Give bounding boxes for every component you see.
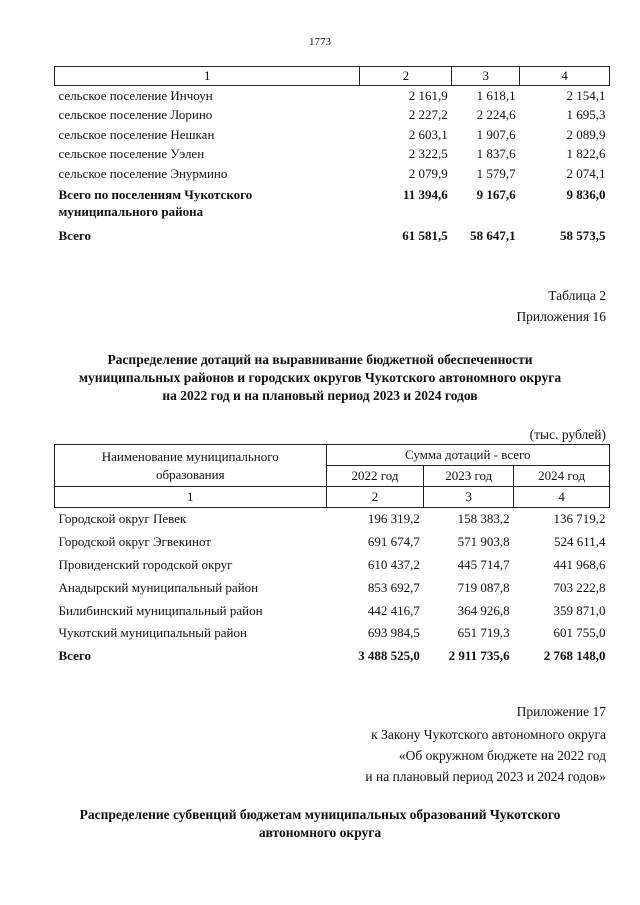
row-value: 2 089,9 bbox=[566, 126, 606, 142]
row-name: сельское поселение Лорино bbox=[58, 107, 213, 123]
table-row bbox=[55, 554, 610, 577]
total-value: 3 488 525,0 bbox=[358, 647, 420, 663]
row-name: Анадырский муниципальный район bbox=[58, 579, 259, 595]
appendix-line: «Об окружном бюджете на 2022 год bbox=[398, 748, 606, 763]
units-label: (тыс. рублей) bbox=[529, 427, 606, 442]
row-value: 196 319,2 bbox=[367, 511, 420, 527]
subtotal-name-line: муниципального района bbox=[58, 203, 204, 219]
page-number: 1773 bbox=[309, 36, 331, 48]
column-group-header: Сумма дотаций - всего bbox=[326, 445, 609, 466]
row-value: 2 603,1 bbox=[408, 126, 448, 142]
row-value: 2 322,5 bbox=[408, 146, 448, 162]
table-row bbox=[55, 622, 610, 645]
appendix-line: Приложение 17 bbox=[516, 704, 606, 719]
title-line: Распределение дотаций на выравнивание бюджетной обеспеченности bbox=[107, 352, 533, 367]
table-row bbox=[55, 576, 610, 599]
total-name: Всего bbox=[58, 647, 91, 663]
year-header: 2023 год bbox=[424, 466, 514, 487]
row-value: 1 837,6 bbox=[476, 146, 516, 162]
header-line: образования bbox=[155, 466, 225, 482]
row-value: 601 755,0 bbox=[553, 625, 606, 641]
row-value: 693 984,5 bbox=[367, 625, 420, 641]
row-value: 2 227,2 bbox=[408, 107, 448, 123]
table-row bbox=[55, 164, 610, 184]
row-value: 1 907,6 bbox=[476, 126, 516, 142]
header-cell: 3 bbox=[452, 67, 520, 86]
total-value: 2 768 148,0 bbox=[543, 647, 606, 663]
row-value: 703 222,8 bbox=[553, 579, 606, 595]
numbering-row bbox=[55, 487, 610, 508]
row-value: 1 695,3 bbox=[566, 107, 606, 123]
row-value: 853 692,7 bbox=[367, 579, 420, 595]
row-value: 158 383,2 bbox=[457, 511, 510, 527]
appendix-17-header bbox=[365, 701, 606, 787]
caption-line: Приложения 16 bbox=[516, 309, 606, 324]
row-value: 571 903,8 bbox=[457, 534, 510, 550]
year-header: 2022 год bbox=[326, 466, 424, 487]
subtotal-value: 9 167,6 bbox=[476, 186, 516, 202]
numbering-cell: 3 bbox=[424, 487, 514, 508]
row-value: 1 822,6 bbox=[566, 146, 606, 162]
row-name: Билибинский муниципальный район bbox=[58, 602, 263, 618]
numbering-cell: 4 bbox=[514, 487, 610, 508]
row-value: 441 968,6 bbox=[553, 556, 606, 572]
header-line: Наименование муниципального bbox=[101, 448, 279, 464]
row-value: 2 224,6 bbox=[476, 107, 516, 123]
subsidies-table bbox=[54, 444, 610, 667]
row-value: 359 871,0 bbox=[553, 602, 606, 618]
header-cell: 2 bbox=[360, 67, 452, 86]
title-line: на 2022 год и на плановый период 2023 и 2024 годов bbox=[162, 388, 478, 403]
row-name: сельское поселение Нешкан bbox=[58, 126, 215, 142]
table2-caption bbox=[516, 285, 606, 327]
total-row bbox=[55, 645, 610, 667]
total-name: Всего bbox=[58, 227, 91, 243]
total-value: 61 581,5 bbox=[402, 227, 448, 243]
total-value: 58 647,1 bbox=[470, 227, 516, 243]
row-value: 524 611,4 bbox=[553, 534, 606, 550]
appendix-line: и на плановый период 2023 и 2024 годов» bbox=[365, 769, 606, 784]
subtotal-value: 11 394,6 bbox=[402, 186, 448, 202]
column-header-name bbox=[55, 445, 327, 487]
row-value: 442 416,7 bbox=[367, 602, 420, 618]
row-name: сельское поселение Энурмино bbox=[58, 165, 228, 181]
row-value: 2 161,9 bbox=[408, 87, 448, 103]
row-value: 610 437,2 bbox=[367, 556, 420, 572]
title-line: муниципальных районов и городских округов Чукотского автономного округа bbox=[78, 370, 562, 385]
title-line: автономного округа bbox=[258, 825, 382, 840]
title-line: Распределение субвенций бюджетам муниципальных образований Чукотского bbox=[79, 807, 561, 822]
row-value: 2 154,1 bbox=[566, 87, 606, 103]
table-row bbox=[55, 106, 610, 126]
table-header-row bbox=[55, 67, 610, 86]
row-name: сельское поселение Инчоун bbox=[58, 87, 213, 103]
table-row bbox=[55, 86, 610, 106]
table-row bbox=[55, 125, 610, 145]
row-name: Провиденский городской округ bbox=[58, 556, 233, 572]
table-row bbox=[55, 508, 610, 531]
subtotal-value: 9 836,0 bbox=[566, 186, 606, 202]
row-value: 719 087,8 bbox=[457, 579, 510, 595]
table2-title bbox=[30, 351, 610, 405]
numbering-cell: 2 bbox=[326, 487, 424, 508]
subtotal-row bbox=[55, 184, 610, 222]
row-value: 1 618,1 bbox=[476, 87, 516, 103]
row-value: 364 926,8 bbox=[457, 602, 510, 618]
row-value: 691 674,7 bbox=[367, 534, 420, 550]
row-value: 445 714,7 bbox=[457, 556, 510, 572]
row-value: 651 719,3 bbox=[457, 625, 510, 641]
total-row bbox=[55, 222, 610, 244]
header-cell: 1 bbox=[55, 67, 360, 86]
row-value: 136 719,2 bbox=[553, 511, 606, 527]
row-name: Городской округ Певек bbox=[58, 511, 187, 527]
header-cell: 4 bbox=[520, 67, 610, 86]
subtotal-name-line: Всего по поселениям Чукотского bbox=[58, 186, 253, 202]
row-name: Городской округ Эгвекинот bbox=[58, 534, 211, 550]
row-value: 1 579,7 bbox=[476, 165, 516, 181]
row-name: сельское поселение Уэлен bbox=[58, 146, 205, 162]
row-value: 2 079,9 bbox=[408, 165, 448, 181]
section-title bbox=[30, 806, 610, 842]
table-header-row bbox=[55, 445, 610, 466]
numbering-cell: 1 bbox=[55, 487, 327, 508]
appendix-line: к Закону Чукотского автономного округа bbox=[371, 727, 606, 742]
total-value: 2 911 735,6 bbox=[448, 647, 510, 663]
year-header: 2024 год bbox=[514, 466, 610, 487]
row-value: 2 074,1 bbox=[566, 165, 606, 181]
subtotal-name bbox=[55, 184, 360, 222]
caption-line: Таблица 2 bbox=[548, 288, 606, 303]
table-row bbox=[55, 599, 610, 622]
table-row bbox=[55, 145, 610, 165]
table-row bbox=[55, 531, 610, 554]
total-value: 58 573,5 bbox=[560, 227, 606, 243]
settlements-table bbox=[54, 66, 610, 244]
row-name: Чукотский муниципальный район bbox=[58, 625, 247, 641]
